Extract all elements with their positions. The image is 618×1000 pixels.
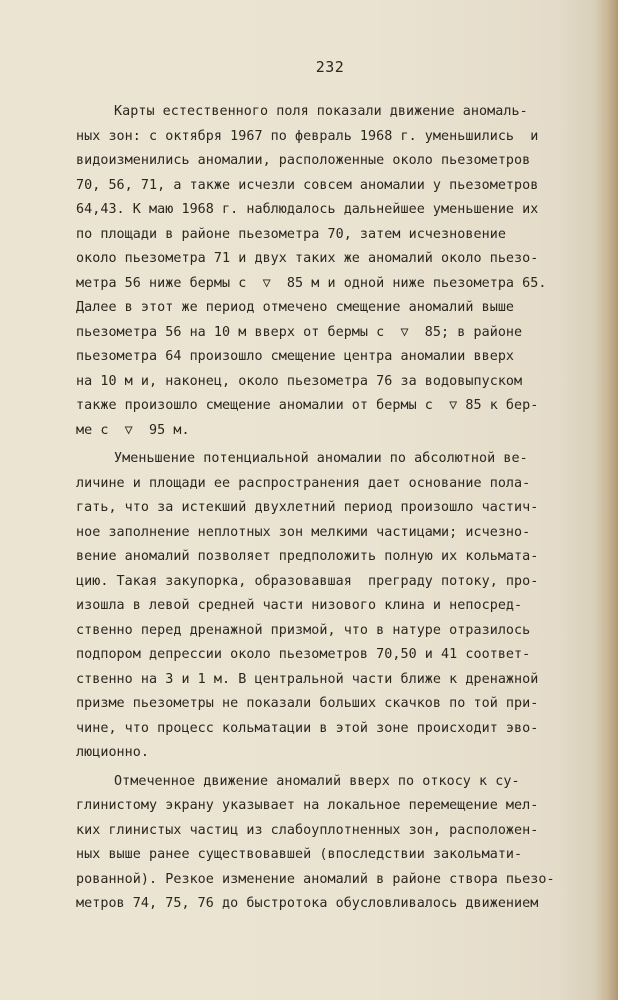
text-line: ких глинистых частиц из слабоуплотненных зон, расположен- <box>76 822 539 838</box>
text-line: видоизменились аномалии, расположенные около пьезометров <box>76 153 531 168</box>
text-line: глинистому экрану указывает на локальное перемещение мел- <box>76 798 539 813</box>
text-line: метров 74, 75, 76 до быстротока обусловливалось движением <box>76 896 539 911</box>
text-line: вение аномалий позволяет предположить полную их кольмата- <box>76 549 539 564</box>
text-line: личине и площади ее распространения дает основание пола- <box>76 475 531 491</box>
text-line: ных выше ранее существовавшей (впоследствии закольмати- <box>76 847 523 862</box>
text-line: Карты естественного поля показали движение аномаль- <box>114 104 528 119</box>
text-line: цию. Такая закупорка, образовавшая преграду потоку, про- <box>76 573 539 589</box>
text-line: также произошло смещение аномалии от бермы с ▽ 85 к бер- <box>76 398 539 413</box>
text-line: метра 56 ниже бермы с ▽ 85 м и одной ниже пьезометра 65. <box>76 275 547 291</box>
text-line: ме с ▽ 95 м. <box>76 422 190 438</box>
text-line: ное заполнение неплотных зон мелкими частицами; исчезно- <box>76 524 531 540</box>
text-line: на 10 м и, наконец, около пьезометра 76 за водовыпуском <box>76 373 523 389</box>
text-line: изошла в левой средней части низового клина и непосред- <box>76 598 523 613</box>
text-line: рованной). Резкое изменение аномалий в районе створа пьезо- <box>76 871 555 887</box>
text-line: гать, что за истекший двухлетний период произошло частич- <box>76 500 539 515</box>
text-line: Отмеченное движение аномалий вверх по откосу к су- <box>114 773 520 789</box>
text-line: Уменьшение потенциальной аномалии по абсолютной ве- <box>114 451 528 466</box>
text-line: ственно перед дренажной призмой, что в натуре отразилось <box>76 622 531 638</box>
text-line: чине, что процесс кольматации в этой зоне происходит эво- <box>76 720 539 736</box>
text-line: ных зон: с октября 1967 по февраль 1968 г. уменьшились и <box>76 128 539 144</box>
text-line: пьезометра 64 произошло смещение центра аномалии вверх <box>76 349 515 364</box>
body-text <box>76 100 606 917</box>
text-line: пьезометра 56 на 10 м вверх от бермы с ▽ 85; в районе <box>76 324 523 340</box>
text-line: люционно. <box>76 745 150 760</box>
text-line: 64,43. К маю 1968 г. наблюдалось дальнейшее уменьшение их <box>76 202 539 217</box>
page-number: 232 <box>315 58 345 76</box>
text-line: Далее в этот же период отмечено смещение аномалий выше <box>76 300 515 315</box>
text-line: около пьезометра 71 и двух таких же аномалий около пьезо- <box>76 251 539 266</box>
text-line: по площади в районе пьезометра 70, затем исчезновение <box>76 226 506 242</box>
text-line: ственно на 3 и 1 м. В центральной части ближе к дренажной <box>76 671 539 687</box>
text-line: подпором депрессии около пьезометров 70,50 и 41 соответ- <box>76 647 531 662</box>
text-line: призме пьезометры не показали больших скачков по той при- <box>76 696 539 711</box>
text-line: 70, 56, 71, а также исчезли совсем аномалии у пьезометров <box>76 177 539 193</box>
